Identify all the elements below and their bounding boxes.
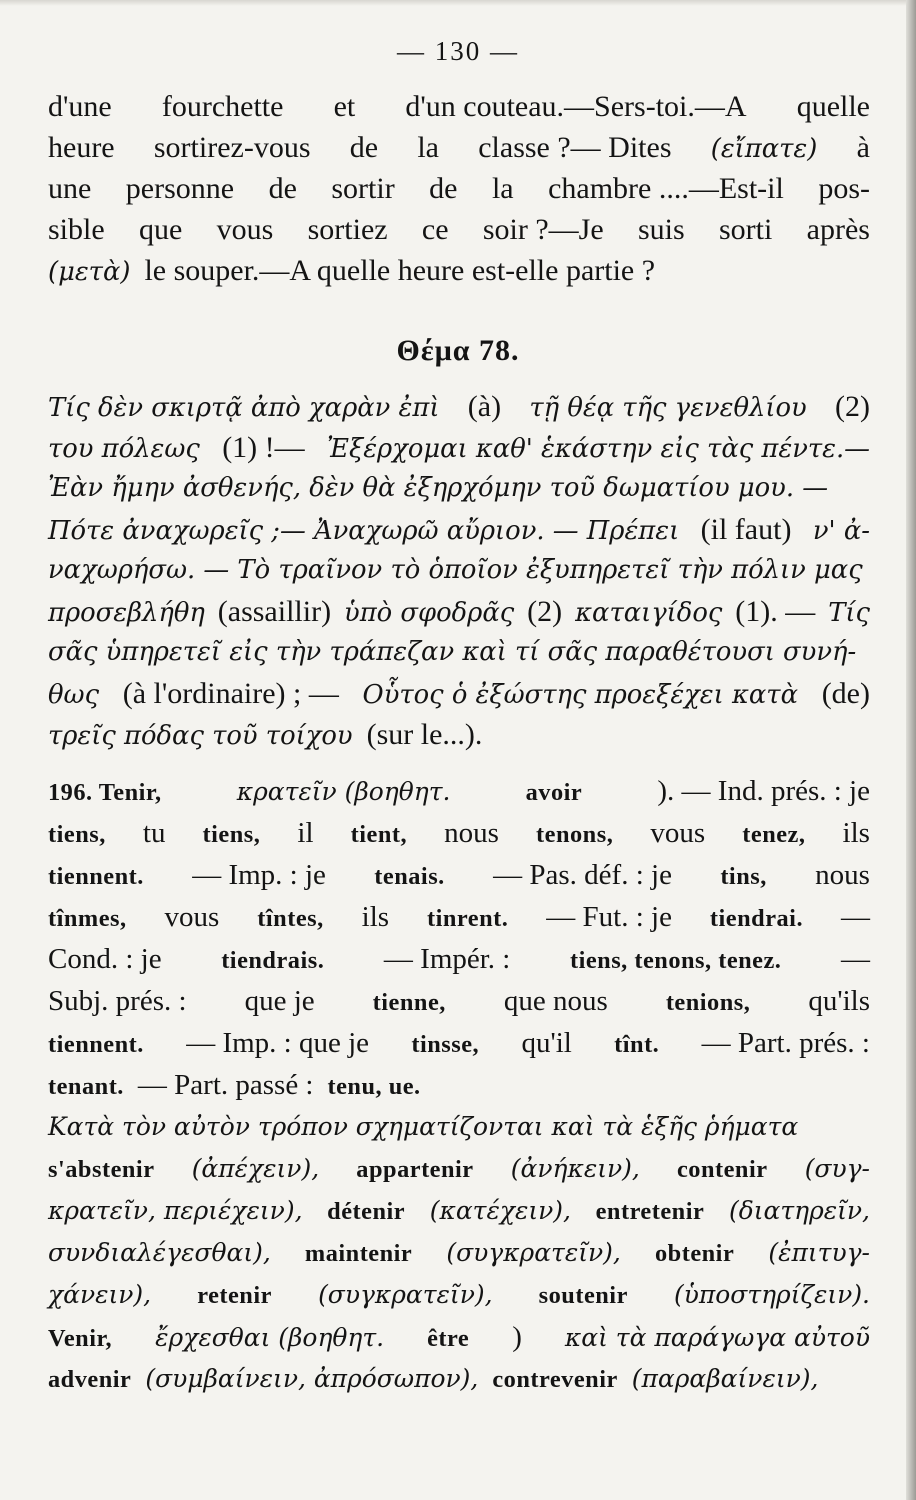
text-line xyxy=(48,770,870,812)
greek-text: (ὑποστηρίζειν). xyxy=(674,1280,870,1309)
greek-text: θως xyxy=(48,680,100,710)
bold-term: tînt. xyxy=(614,1031,660,1058)
text-line xyxy=(48,896,870,938)
greek-text: (συγ- xyxy=(804,1154,870,1183)
text-segment: Cond. : je xyxy=(48,943,162,975)
text-segment: — Impér. : xyxy=(383,943,511,975)
bold-term: tenu, ue. xyxy=(327,1073,421,1100)
text-segment: vous xyxy=(216,213,274,246)
text-segment: nous xyxy=(815,859,870,891)
greek-text: κρατεῖν (βοηθητ. xyxy=(236,777,451,806)
text-line xyxy=(48,714,870,755)
text-line xyxy=(48,673,870,714)
text-segment: à xyxy=(856,131,870,164)
text-line xyxy=(48,1232,870,1274)
bold-term: tinsse, xyxy=(411,1031,480,1058)
bold-term: tins, xyxy=(720,863,767,890)
text-line xyxy=(48,1274,870,1316)
text-segment: quelle xyxy=(796,90,870,123)
text-line xyxy=(48,1316,870,1358)
greek-text: (ἀπέχειν), xyxy=(191,1154,320,1183)
text-segment: ce xyxy=(421,213,449,246)
bold-term: soutenir xyxy=(538,1282,628,1309)
bold-term: obtenir xyxy=(654,1240,735,1267)
bold-term: retenir xyxy=(197,1282,272,1309)
text-segment: le souper.—A quelle heure est-elle partie ? xyxy=(144,254,656,287)
page-edge-top xyxy=(0,0,916,6)
text-segment: vous xyxy=(164,901,220,933)
page-number: — 130 — xyxy=(397,36,519,66)
text-segment: ils xyxy=(361,901,390,933)
text-segment: (à) xyxy=(467,390,502,423)
bold-term: tiennent. xyxy=(48,863,144,890)
greek-text: Ἐξέρχομαι καθ' ἑκάστην εἰς τὰς πέντε.— xyxy=(327,434,870,464)
text-segment: une xyxy=(48,172,92,205)
text-segment: chambre ....—Est-il xyxy=(548,172,784,205)
text-line xyxy=(48,386,870,427)
paragraph-french-exercise xyxy=(48,86,870,291)
bold-term: maintenir xyxy=(304,1240,413,1267)
text-segment: ils xyxy=(842,817,870,849)
greek-text: χάνειν), xyxy=(48,1280,152,1309)
text-segment: soir ?—Je xyxy=(482,213,604,246)
text-segment: (2) xyxy=(835,390,870,423)
bold-term: tenant. xyxy=(48,1073,124,1100)
text-line xyxy=(48,86,870,127)
text-segment: que xyxy=(138,213,183,246)
text-line xyxy=(48,1106,870,1148)
text-segment: la xyxy=(491,172,514,205)
bold-term: tinrent. xyxy=(426,905,509,932)
bold-term: advenir xyxy=(48,1366,132,1393)
text-segment: qu'il xyxy=(521,1027,572,1059)
text-segment: ) xyxy=(512,1321,522,1353)
greek-text: ἔρχεσθαι (βοηθητ. xyxy=(155,1323,385,1352)
text-segment: — Part. prés. : xyxy=(701,1027,870,1059)
text-line xyxy=(48,250,870,291)
text-segment: (de) xyxy=(821,677,870,710)
bold-term: tînmes, xyxy=(48,905,127,932)
greek-text: ν' ἀ- xyxy=(812,516,870,546)
greek-text: Τίς δὲν σκιρτᾷ ἀπὸ χαρὰν ἐπὶ xyxy=(48,393,440,423)
bold-term: tient, xyxy=(350,821,408,848)
text-segment: tu xyxy=(142,817,166,849)
greek-text: Ἐὰν ἤμην ἀσθενής, δὲν θὰ ἐξηρχόμην τοῦ δωματίου μου. — xyxy=(48,473,829,503)
text-segment: que je xyxy=(244,985,315,1017)
text-segment: il xyxy=(297,817,314,849)
bold-term: contenir xyxy=(676,1156,768,1183)
text-line xyxy=(48,168,870,209)
text-line xyxy=(48,427,870,468)
text-segment: de xyxy=(349,131,379,164)
page-edge-right xyxy=(906,0,916,1500)
greek-text: τρεῖς πόδας τοῦ τοίχου xyxy=(48,721,353,751)
bold-term: tiens, xyxy=(48,821,106,848)
text-line xyxy=(48,1148,870,1190)
text-segment: personne xyxy=(125,172,235,205)
greek-text: (ἐπιτυγ- xyxy=(768,1238,870,1267)
theme-78-exercise xyxy=(48,386,870,755)
text-segment: (à l'ordinaire) ; — xyxy=(122,677,339,710)
greek-text: καὶ τὰ παράγωγα αὐτοῦ xyxy=(564,1323,870,1352)
text-segment: — Fut. : je xyxy=(546,901,672,933)
greek-text: καταιγίδος xyxy=(575,598,723,628)
bold-term: entretenir xyxy=(595,1198,705,1225)
text-segment: — Imp. : je xyxy=(192,859,326,891)
text-segment: qu'ils xyxy=(808,985,870,1017)
text-line xyxy=(48,854,870,896)
text-line xyxy=(48,209,870,250)
bold-term: tenions, xyxy=(665,989,751,1016)
bold-term: tenons, xyxy=(536,821,614,848)
text-line xyxy=(48,509,870,550)
text-segment: la xyxy=(417,131,439,164)
bold-term: 196. Tenir, xyxy=(48,779,162,806)
bold-term: Venir, xyxy=(48,1325,113,1352)
greek-text: (μετὰ) xyxy=(48,257,131,287)
text-line xyxy=(48,812,870,854)
bold-term: tienne, xyxy=(372,989,446,1016)
text-segment: Subj. prés. : xyxy=(48,985,187,1017)
text-segment: (2) xyxy=(527,595,563,628)
greek-text: (διατηρεῖν, xyxy=(728,1196,870,1225)
text-segment: (il faut) xyxy=(700,513,792,546)
text-segment: suis xyxy=(637,213,685,246)
text-line xyxy=(48,1190,870,1232)
bold-term: détenir xyxy=(327,1198,406,1225)
text-segment: après xyxy=(806,213,870,246)
section-196-tenir xyxy=(48,770,870,1106)
text-line xyxy=(48,591,870,632)
text-segment: de xyxy=(429,172,458,205)
greek-text: (κατέχειν), xyxy=(429,1196,571,1225)
text-segment: que nous xyxy=(503,985,608,1017)
text-segment: d'une xyxy=(48,90,112,123)
bold-term: contrevenir xyxy=(492,1366,618,1393)
text-line xyxy=(48,1358,870,1400)
theme-heading: Θέμα 78. xyxy=(396,334,520,367)
text-segment: classe ?— Dites xyxy=(478,131,672,164)
greek-text: (εἴπατε) xyxy=(710,134,818,164)
bold-term: tenez, xyxy=(742,821,806,848)
greek-text: (συγκρατεῖν), xyxy=(318,1280,493,1309)
text-line xyxy=(48,127,870,168)
text-segment: (sur le...). xyxy=(366,718,483,751)
text-segment: — Imp. : que je xyxy=(186,1027,370,1059)
text-segment: — xyxy=(840,901,870,933)
text-line xyxy=(48,1022,870,1064)
greek-text: κρατεῖν, περιέχειν), xyxy=(48,1196,303,1225)
text-segment: — xyxy=(841,943,870,975)
text-segment: pos- xyxy=(818,172,870,205)
text-segment: sorti xyxy=(718,213,773,246)
bold-term: tiendrais. xyxy=(221,947,325,974)
text-segment: de xyxy=(268,172,297,205)
bold-term: tiens, xyxy=(202,821,261,848)
text-segment: d'un couteau.—Sers-toi.—A xyxy=(405,90,747,123)
bold-term: tiendrai. xyxy=(709,905,804,932)
bold-term: tîntes, xyxy=(257,905,324,932)
text-line xyxy=(48,980,870,1022)
text-segment: sible xyxy=(48,213,105,246)
greek-text: ὑπὸ σφοδρᾶς xyxy=(344,598,515,628)
text-segment: (1). — xyxy=(735,595,816,628)
text-segment: — Pas. déf. : je xyxy=(493,859,672,891)
bold-term: appartenir xyxy=(356,1156,474,1183)
text-segment: — Part. passé : xyxy=(137,1069,314,1101)
text-line xyxy=(48,550,870,591)
text-segment: sortir xyxy=(331,172,395,205)
text-segment: (assaillir) xyxy=(217,595,332,628)
text-segment: et xyxy=(333,90,356,123)
greek-text: Κατὰ τὸν αὐτὸν τρόπον σχηματίζονται καὶ τὰ ἑξῆς ῥήματα xyxy=(48,1112,799,1141)
greek-text: Τίς xyxy=(828,598,870,628)
text-segment: ). — Ind. prés. : je xyxy=(657,775,870,807)
compound-verbs-paragraph xyxy=(48,1106,870,1400)
bold-term: tenais. xyxy=(374,863,445,890)
greek-text: (συμβαίνειν, ἀπρόσωπον), xyxy=(145,1364,479,1393)
greek-text: του πόλεως xyxy=(48,434,200,464)
greek-text: (ἀνήκειν), xyxy=(510,1154,640,1183)
text-line xyxy=(48,632,870,673)
greek-text: σᾶς ὑπηρετεῖ εἰς τὴν τράπεζαν καὶ τί σᾶς παραθέτουσι συνή- xyxy=(48,637,857,667)
text-segment: sortirez-vous xyxy=(153,131,311,164)
text-segment: nous xyxy=(444,817,499,849)
text-line xyxy=(48,938,870,980)
text-segment: fourchette xyxy=(161,90,284,123)
bold-term: être xyxy=(427,1325,470,1352)
greek-text: ναχωρήσω. — Τὸ τραῖνον τὸ ὁποῖον ἐξυπηρετεῖ τὴν πόλιν μας xyxy=(48,555,863,585)
greek-text: Πότε ἀναχωρεῖς ;— Ἀναχωρῶ αὔριον. — Πρέπει xyxy=(48,516,680,546)
greek-text: συνδιαλέγεσθαι), xyxy=(48,1238,271,1267)
text-segment: (1) !— xyxy=(222,431,305,464)
text-line xyxy=(48,1064,870,1106)
greek-text: τῇ θέᾳ τῆς γενεθλίου xyxy=(529,393,807,423)
bold-term: tiennent. xyxy=(48,1031,144,1058)
text-segment: heure xyxy=(48,131,115,164)
bold-term: s'abstenir xyxy=(48,1156,155,1183)
bold-term: avoir xyxy=(525,779,583,806)
greek-text: προσεβλήθη xyxy=(48,598,205,628)
text-segment: vous xyxy=(650,817,706,849)
greek-text: Οὗτος ὁ ἐξώστης προεξέχει κατὰ xyxy=(362,680,798,710)
text-segment: sortiez xyxy=(307,213,388,246)
greek-text: (συγκρατεῖν), xyxy=(446,1238,621,1267)
bold-term: tiens, tenons, tenez. xyxy=(569,947,782,974)
text-line xyxy=(48,468,870,509)
greek-text: (παραβαίνειν), xyxy=(631,1364,819,1393)
